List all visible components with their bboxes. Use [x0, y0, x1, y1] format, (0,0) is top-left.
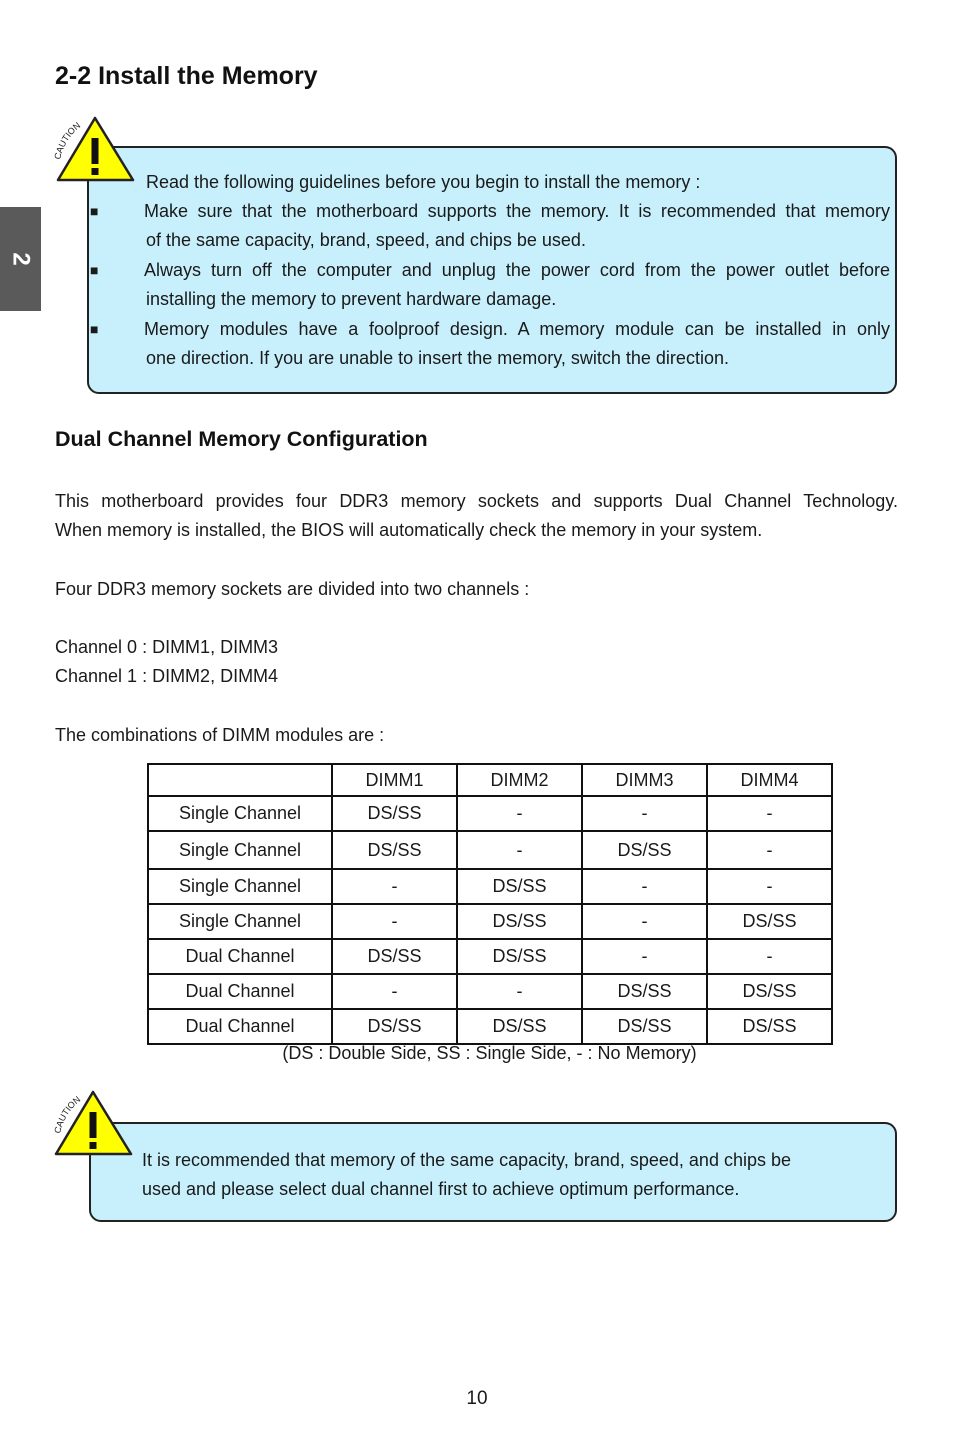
- table-cell: -: [582, 904, 707, 939]
- table-cell: DS/SS: [457, 939, 582, 974]
- table-cell: DS/SS: [332, 796, 457, 831]
- table-row: [148, 974, 832, 1009]
- table-header-cell: DIMM3: [582, 764, 707, 796]
- page-number: 10: [466, 1388, 488, 1409]
- paragraph-line: When memory is installed, the BIOS will automatically check the memory in your system.: [55, 520, 763, 541]
- list-item: [88, 197, 890, 256]
- table-cell: Single Channel: [148, 869, 332, 904]
- table-cell: DS/SS: [582, 1009, 707, 1044]
- channel-list: [55, 633, 898, 692]
- paragraph-line: This motherboard provides four DDR3 memory sockets and supports Dual Channel Technology.: [55, 491, 898, 511]
- bullet-square-icon: ■: [90, 203, 99, 219]
- channel-1-text: Channel 1 : DIMM2, DIMM4: [55, 666, 279, 687]
- sockets-paragraph: Four DDR3 memory sockets are divided into two channels :: [55, 579, 530, 599]
- table-cell: Dual Channel: [148, 939, 332, 974]
- bullet-text: installing the memory to prevent hardware damage.: [146, 289, 557, 310]
- table-cell: DS/SS: [707, 1009, 832, 1044]
- bullet-text: of the same capacity, brand, speed, and chips be used.: [146, 230, 586, 251]
- combinations-paragraph: The combinations of DIMM modules are :: [55, 725, 385, 745]
- intro-paragraph: [55, 487, 898, 546]
- table-row: [148, 796, 832, 831]
- bullet-square-icon: ■: [90, 261, 99, 278]
- table-cell: -: [457, 796, 582, 831]
- table-cell: Single Channel: [148, 796, 332, 831]
- table-cell: DS/SS: [332, 1009, 457, 1044]
- caution-label: CAUTION: [52, 1094, 83, 1135]
- table-header-cell: DIMM1: [332, 764, 457, 796]
- chapter-tab: [0, 207, 41, 311]
- caution-label: CAUTION: [52, 120, 83, 161]
- table-cell: DS/SS: [457, 869, 582, 904]
- table-cell: DS/SS: [707, 904, 832, 939]
- table-cell: DS/SS: [582, 974, 707, 1009]
- bullet-text: one direction. If you are unable to insert the memory, switch the direction.: [146, 348, 729, 369]
- caution-recommendation-text: [142, 1146, 791, 1205]
- table-cell: DS/SS: [457, 904, 582, 939]
- table-cell: -: [582, 939, 707, 974]
- bullet-text: Memory modules have a foolproof design. A memory module can be installed in only: [144, 318, 890, 339]
- table-cell: -: [332, 904, 457, 939]
- table-header-row: [148, 764, 832, 796]
- caution-warning-icon: [52, 1088, 136, 1160]
- table-cell: Dual Channel: [148, 974, 332, 1009]
- chapter-tab-label: 2: [7, 252, 35, 266]
- caution-warning-icon: [52, 114, 136, 186]
- table-row: [148, 869, 832, 904]
- table-cell: -: [707, 869, 832, 904]
- table-cell: DS/SS: [707, 974, 832, 1009]
- table-cell: DS/SS: [332, 831, 457, 869]
- section-title: Dual Channel Memory Configuration: [55, 427, 428, 451]
- table-cell: -: [582, 796, 707, 831]
- table-row: [148, 831, 832, 869]
- channel-0-text: Channel 0 : DIMM1, DIMM3: [55, 637, 279, 657]
- table-row: [148, 1009, 832, 1044]
- table-cell: -: [332, 869, 457, 904]
- table-cell: DS/SS: [582, 831, 707, 869]
- table-header-cell: DIMM4: [707, 764, 832, 796]
- list-item: [88, 256, 890, 315]
- bullet-text: Make sure that the motherboard supports the memory. It is recommended that memory: [144, 201, 890, 221]
- bullet-square-icon: ■: [90, 320, 99, 337]
- table-cell: -: [582, 869, 707, 904]
- table-header-cell: [148, 764, 332, 796]
- table-cell: -: [457, 831, 582, 869]
- caution-intro: Read the following guidelines before you begin to install the memory :: [146, 172, 701, 192]
- table-cell: Dual Channel: [148, 1009, 332, 1044]
- list-item: [88, 315, 890, 374]
- page-title: 2-2 Install the Memory: [55, 62, 318, 90]
- table-cell: -: [457, 974, 582, 1009]
- table-cell: DS/SS: [332, 939, 457, 974]
- caution-bullet-list: [88, 197, 890, 373]
- table-cell: Single Channel: [148, 831, 332, 869]
- table-cell: -: [332, 974, 457, 1009]
- bullet-text: Always turn off the computer and unplug the power cord from the power outlet before: [144, 259, 890, 280]
- table-cell: -: [707, 796, 832, 831]
- caution-line: used and please select dual channel first to achieve optimum performance.: [142, 1179, 740, 1200]
- table-header-cell: DIMM2: [457, 764, 582, 796]
- table-cell: Single Channel: [148, 904, 332, 939]
- dimm-combinations-table: [147, 763, 833, 1045]
- table-row: [148, 904, 832, 939]
- table-cell: -: [707, 831, 832, 869]
- caution-line: It is recommended that memory of the same capacity, brand, speed, and chips be: [142, 1150, 792, 1170]
- table-legend-note: (DS : Double Side, SS : Single Side, - : No Memory): [282, 1043, 697, 1063]
- table-cell: -: [707, 939, 832, 974]
- table-cell: DS/SS: [457, 1009, 582, 1044]
- table-row: [148, 939, 832, 974]
